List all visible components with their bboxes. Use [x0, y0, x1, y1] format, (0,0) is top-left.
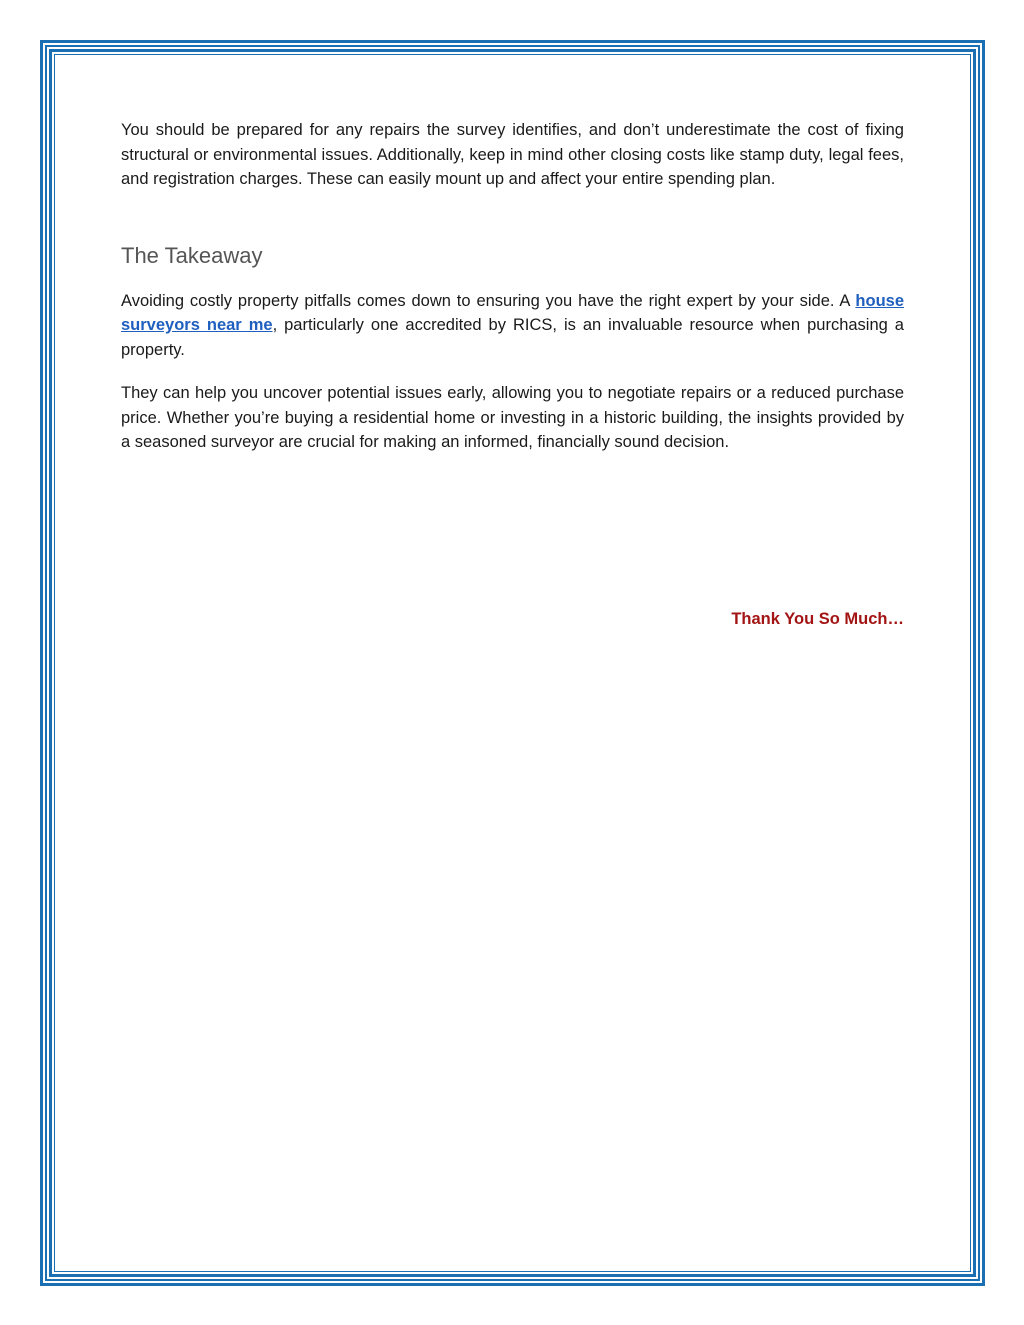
document-body — [121, 118, 904, 455]
closing-thank-you: Thank You So Much… — [731, 610, 904, 628]
house-surveyors-link[interactable]: house surveyors near me — [121, 291, 904, 334]
paragraph-text-after-link: , particularly one accredited by RICS, is an invaluable resource when purchasing a property. — [121, 316, 904, 359]
paragraph-text-before-link: Avoiding costly property pitfalls comes down to ensuring you have the right expert by your side. A — [121, 291, 856, 310]
paragraph-benefits: They can help you uncover potential issues early, allowing you to negotiate repairs or a reduced purchase price. Whether you’re buying a residential home or investing in a historic building, the insights provided by a seasoned surveyor are crucial for making an informed, financially sound decision. — [121, 384, 904, 451]
paragraph-closing-costs: You should be prepared for any repairs the survey identifies, and don’t underestimate the cost of fixing structural or environmental issues. Additionally, keep in mind other closing costs like stamp duty, legal fees, and registration charges. These can easily mount up and affect your entire spending plan. — [121, 121, 904, 188]
section-heading: The Takeaway — [121, 242, 263, 268]
paragraph-takeaway — [121, 289, 904, 363]
